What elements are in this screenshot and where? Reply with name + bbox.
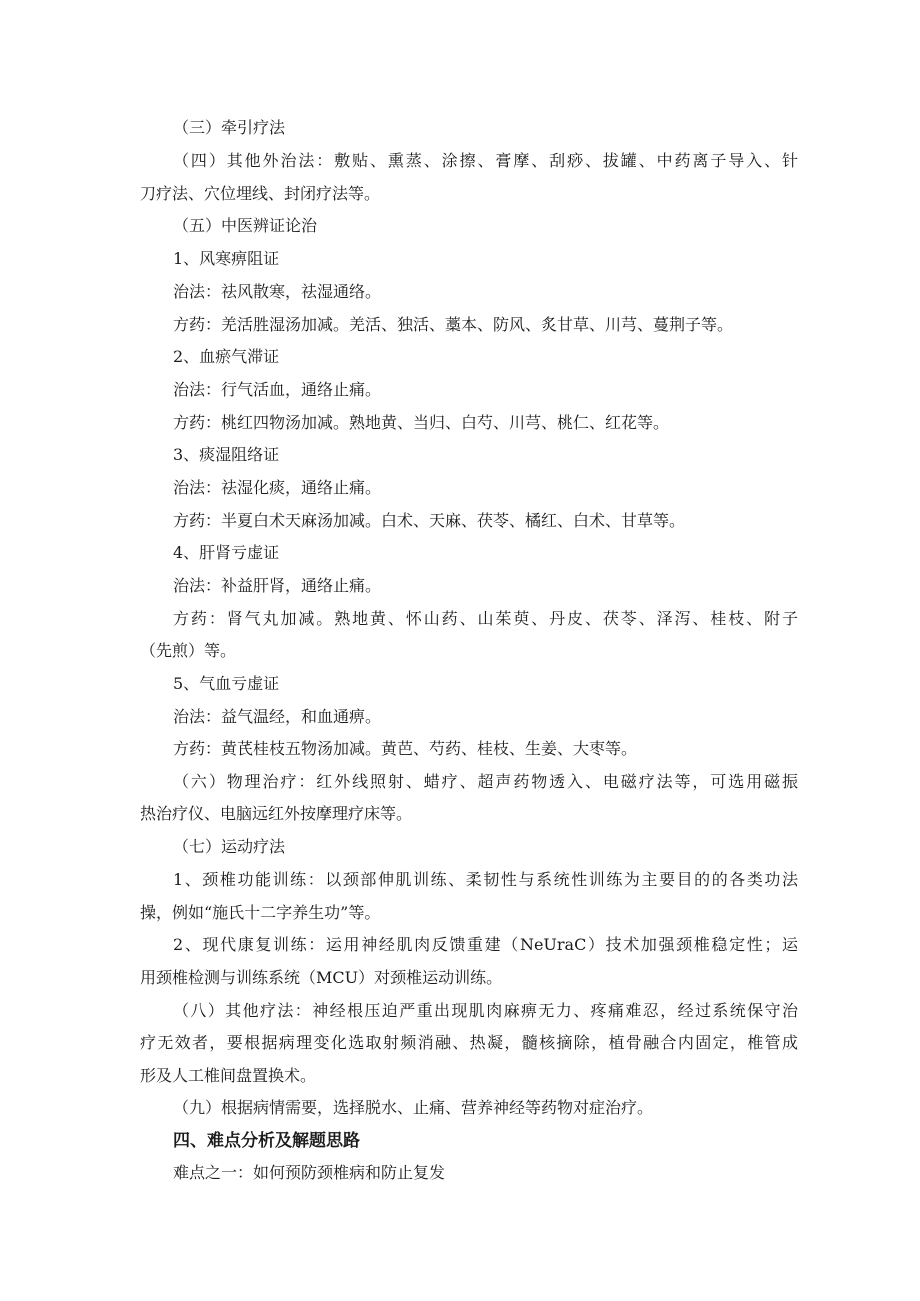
section-other-therapy-cont-2: 形及人工椎间盘置换术。	[140, 1066, 317, 1085]
section-external-therapy: （四）其他外治法：敷贴、熏蒸、涂擦、膏摩、刮痧、拔罐、中药离子导入、针	[173, 151, 798, 170]
exercise-item-2-cont: 用颈椎检测与训练系统（MCU）对颈椎运动训练。	[140, 968, 503, 987]
exercise-item-2: 2、现代康复训练：运用神经肌肉反馈重建（NeUraC）技术加强颈椎稳定性；运	[173, 935, 798, 954]
section-physical-therapy: （六）物理治疗：红外线照射、蜡疗、超声药物透入、电磁疗法等，可选用磁振	[173, 772, 798, 791]
prescription-2: 方药：桃红四物汤加减。熟地黄、当归、白芍、川芎、桃仁、红花等。	[173, 413, 670, 432]
section-symptomatic-treatment: （九）根据病情需要，选择脱水、止痛、营养神经等药物对症治疗。	[173, 1098, 654, 1117]
treatment-method-4: 治法：补益肝肾，通络止痛。	[173, 576, 382, 595]
section-other-therapy-cont: 疗无效者，要根据病理变化选取射频消融、热凝，髓核摘除，植骨融合内固定，椎管成	[140, 1033, 798, 1052]
prescription-4-cont: （先煎）等。	[140, 641, 237, 660]
section-external-therapy-cont: 刀疗法、穴位埋线、封闭疗法等。	[140, 184, 381, 203]
section-tcm-differentiation: （五）中医辨证论治	[173, 216, 318, 235]
exercise-item-1-cont: 操，例如“施氏十二字养生功”等。	[140, 903, 381, 922]
syndrome-heading-2: 2、血瘀气滞证	[173, 347, 280, 366]
treatment-method-2: 治法：行气活血，通络止痛。	[173, 380, 382, 399]
exercise-item-1: 1、颈椎功能训练：以颈部伸肌训练、柔韧性与系统性训练为主要目的的各类功法	[173, 870, 798, 889]
treatment-method-3: 治法：祛湿化痰，通络止痛。	[173, 478, 382, 497]
chapter-heading-difficulty-analysis: 四、难点分析及解题思路	[173, 1131, 360, 1151]
prescription-1: 方药：羌活胜湿汤加减。羌活、独活、藁本、防风、炙甘草、川芎、蔓荆子等。	[173, 315, 734, 334]
syndrome-heading-1: 1、风寒痹阻证	[173, 249, 280, 268]
treatment-method-1: 治法：祛风散寒，祛湿通络。	[173, 282, 382, 301]
section-exercise-therapy: （七）运动疗法	[173, 837, 286, 856]
prescription-5: 方药：黄芪桂枝五物汤加减。黄芭、芍药、桂枝、生姜、大枣等。	[173, 739, 638, 758]
section-physical-therapy-cont: 热治疗仪、电脑远红外按摩理疗床等。	[140, 804, 413, 823]
prescription-4: 方药：肾气丸加减。熟地黄、怀山药、山茱萸、丹皮、茯苓、泽泻、桂枝、附子	[173, 609, 798, 628]
syndrome-heading-5: 5、气血亏虚证	[173, 674, 280, 693]
syndrome-heading-4: 4、肝肾亏虚证	[173, 543, 280, 562]
syndrome-heading-3: 3、痰湿阻络证	[173, 445, 280, 464]
treatment-method-5: 治法：益气温经，和血通痹。	[173, 707, 382, 726]
section-other-therapy: （八）其他疗法：神经根压迫严重出现肌肉麻痹无力、疼痛难忍，经过系统保守治	[173, 1001, 798, 1020]
prescription-3: 方药：半夏白术天麻汤加减。白术、天麻、茯苓、橘红、白术、甘草等。	[173, 511, 686, 530]
difficulty-one: 难点之一：如何预防颈椎病和防止复发	[173, 1163, 446, 1182]
section-traction: （三）牵引疗法	[173, 118, 286, 137]
